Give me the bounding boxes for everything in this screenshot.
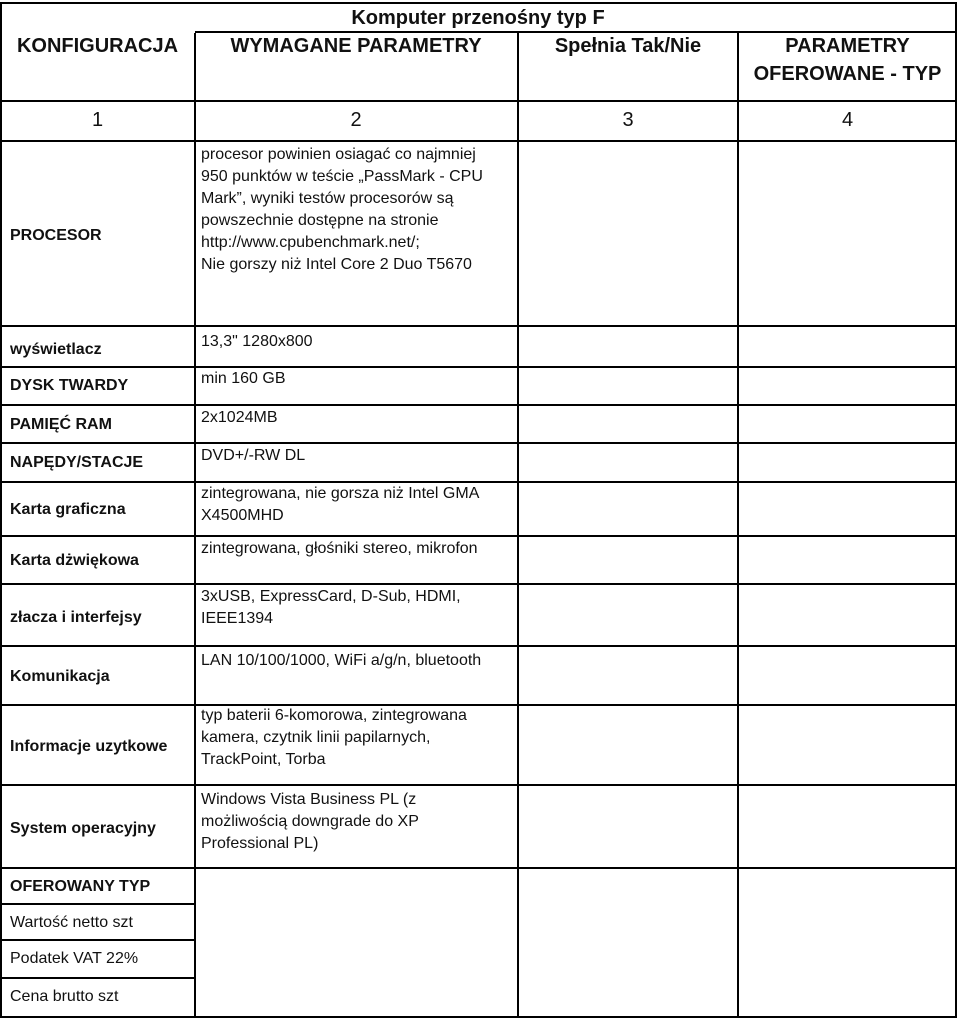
header-meets-yes-no: Spełnia Tak/Nie [554,35,702,57]
row-requirement: 13,3" 1280x800 [201,333,313,350]
row-requirement: DVD+/-RW DL [201,447,306,464]
rule [0,442,956,444]
column-divider [194,33,196,1018]
rule [0,140,956,142]
row-label: PROCESOR [10,227,102,244]
rule [0,535,956,537]
rule [0,100,956,102]
row-label: złacza i interfejsy [10,609,142,626]
header-offered-parameters-line2: OFEROWANE - TYP [753,63,942,85]
column-divider [737,33,739,1018]
header-configuration: KONFIGURACJA [16,35,179,57]
row-requirement: procesor powinien osiagać co najmniej 950 punktów w teście „PassMark - CPU Mark”, wyniki testów procesorów są powszechnie dostępne na stronie http://www.cpubenchmark.net/; Nie gorszy niż Intel Core 2 Duo T5670 [201,146,483,273]
row-label: Informacje uzytkowe [10,738,168,755]
header-required-parameters: WYMAGANE PARAMETRY [230,35,482,57]
rule [0,325,956,327]
column-number: 3 [622,109,634,131]
offered-type-label: OFEROWANY TYP [10,878,151,895]
row-label: wyświetlacz [10,341,102,358]
row-label: Karta dżwiękowa [10,552,139,569]
row-label: DYSK TWARDY [10,377,129,394]
column-number: 4 [841,109,854,131]
row-requirement: Windows Vista Business PL (z możliwością downgrade do XP Professional PL) [201,791,419,852]
rule [0,867,956,869]
rule [0,1016,956,1018]
page-title: Komputer przenośny typ F [351,7,605,29]
column-divider [517,33,519,1018]
row-requirement: LAN 10/100/1000, WiFi a/g/n, bluetooth [201,652,482,669]
row-label: PAMIĘĆ RAM [10,416,112,433]
vat-label: Podatek VAT 22% [10,950,139,967]
rule [0,2,956,4]
row-requirement: 2x1024MB [201,409,278,426]
row-label: Komunikacja [10,668,110,685]
rule [195,31,956,33]
column-number: 1 [91,109,104,131]
table-border-right [955,2,957,1018]
header-offered-parameters-line1: PARAMETRY [785,35,910,57]
rule [0,784,956,786]
table-border-left [0,2,2,1018]
rule [0,977,195,979]
row-requirement: zintegrowana, głośniki stereo, mikrofon [201,540,478,557]
row-requirement: 3xUSB, ExpressCard, D-Sub, HDMI, IEEE1394 [201,588,461,627]
row-requirement: zintegrowana, nie gorsza niż Intel GMA X4500MHD [201,485,480,524]
rule [0,645,956,647]
row-label: NAPĘDY/STACJE [10,454,144,471]
rule [0,939,195,941]
rule [0,583,956,585]
column-number: 2 [350,109,362,131]
row-requirement: typ baterii 6-komorowa, zintegrowana kamera, czytnik linii papilarnych, TrackPoint, Torba [201,707,467,768]
row-label: Karta graficzna [10,501,126,518]
rule [0,903,195,905]
gross-price-label: Cena brutto szt [10,988,119,1005]
row-requirement: min 160 GB [201,370,286,387]
net-value-label: Wartość netto szt [10,914,133,931]
rule [0,404,956,406]
row-label: System operacyjny [10,820,156,837]
